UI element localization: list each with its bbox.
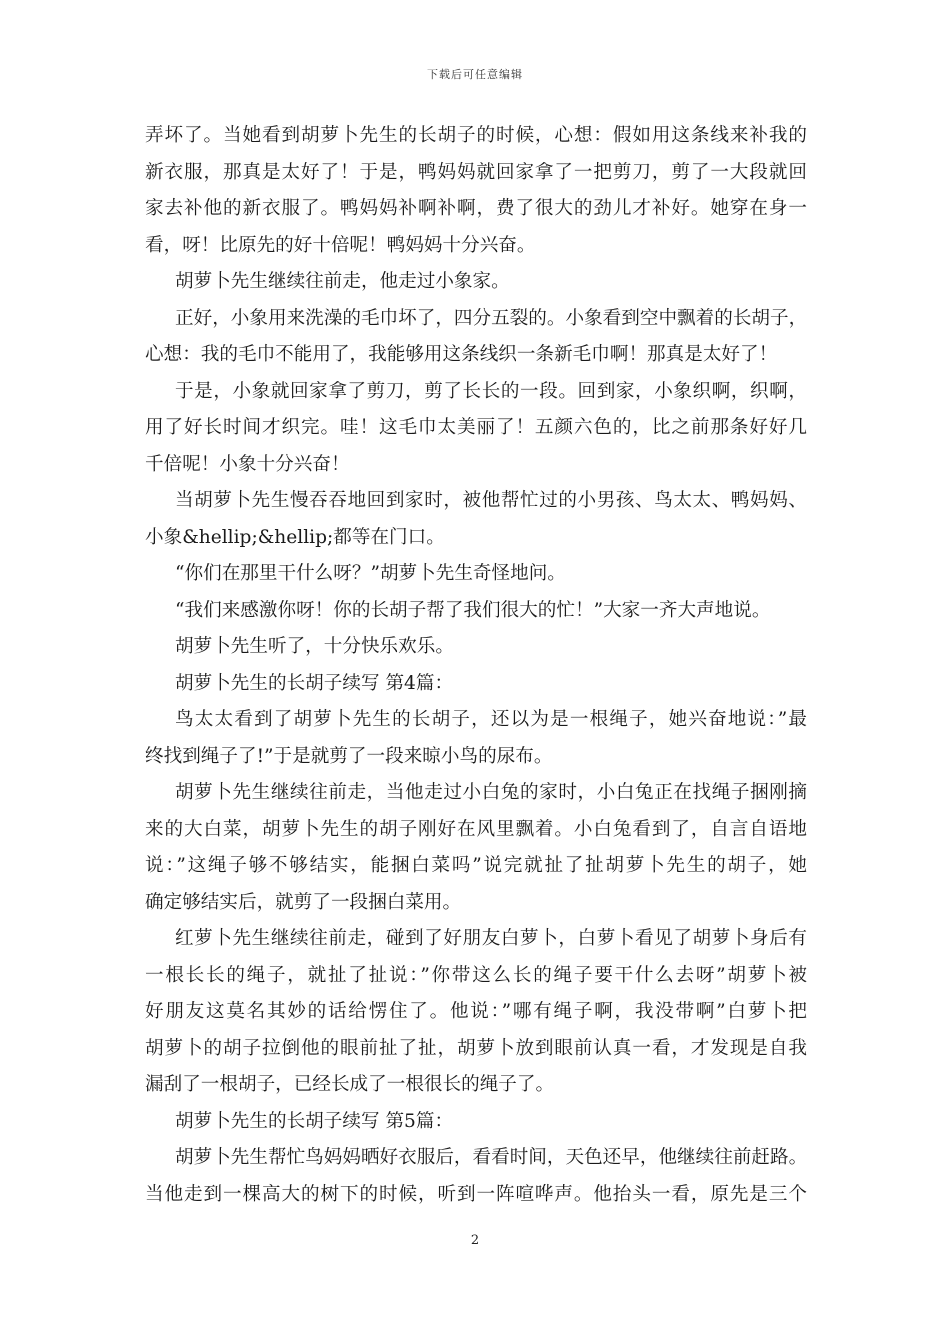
text-line: 来的大白菜，胡萝卜先生的胡子刚好在风里飘着。小白兔看到了，自言自语地 (145, 818, 807, 840)
text-line: 胡萝卜先生听了，十分快乐欢乐。 (175, 636, 454, 657)
text-line: 胡萝卜先生帮忙鸟妈妈晒好衣服后，看看时间，天色还早，他继续往前赶路。 (175, 1147, 808, 1168)
page-number: 2 (470, 1233, 480, 1248)
text-line: 胡萝卜先生继续往前走，他走过小象家。 (175, 271, 510, 292)
text-line: 小象&hellip;&hellip;都等在门口。 (145, 526, 445, 548)
text-line: 新衣服，那真是太好了！于是，鸭妈妈就回家拿了一把剪刀，剪了一大段就回 (145, 161, 807, 183)
text-line: 好朋友这莫名其妙的话给愣住了。他说：”哪有绳子啊，我没带啊”白萝卜把 (145, 1001, 807, 1022)
text-line: 用了好长时间才织完。哇！这毛巾太美丽了！五颜六色的，比之前那条好好几 (145, 417, 807, 438)
text-line: 千倍呢！小象十分兴奋！ (145, 453, 350, 475)
text-line: 胡萝卜的胡子拉倒他的眼前扯了扯，胡萝卜放到眼前认真一看，才发现是自我 (145, 1037, 807, 1059)
text-line: 胡萝卜先生的长胡子续写 第5篇： (175, 1110, 454, 1132)
text-line: 当胡萝卜先生慢吞吞地回到家时，被他帮忙过的小男孩、鸟太太、鸭妈妈、 (175, 490, 807, 511)
text-line: 说：”这绳子够不够结实，能捆白菜吗”说完就扯了扯胡萝卜先生的胡子，她 (145, 855, 807, 876)
text-line: 胡萝卜先生继续往前走，当他走过小白兔的家时，小白兔正在找绳子捆刚摘 (175, 782, 807, 803)
text-line: 一根长长的绳子，就扯了扯说：”你带这么长的绳子要干什么去呀”胡萝卜被 (145, 964, 807, 986)
text-line: “你们在那里干什么呀？”胡萝卜先生奇怪地问。 (175, 563, 566, 584)
text-line: 终找到绳子了!”于是就剪了一段来晾小鸟的尿布。 (145, 745, 553, 767)
text-line: 弄坏了。当她看到胡萝卜先生的长胡子的时候，心想：假如用这条线来补我的 (145, 125, 807, 146)
text-line: 胡萝卜先生的长胡子续写 第4篇： (175, 672, 454, 694)
text-line: 正好，小象用来洗澡的毛巾坏了，四分五裂的。小象看到空中飘着的长胡子， (175, 307, 808, 329)
page-header: 下载后可任意编辑 (427, 68, 523, 81)
text-line: 确定够结实后，就剪了一段捆白菜用。 (145, 891, 462, 913)
text-line: 红萝卜先生继续往前走，碰到了好朋友白萝卜，白萝卜看见了胡萝卜身后有 (175, 928, 807, 949)
text-line: 当他走到一棵高大的树下的时候，听到一阵喧哗声。他抬头一看，原先是三个 (145, 1183, 807, 1205)
text-line: 心想：我的毛巾不能用了，我能够用这条线织一条新毛巾啊！那真是太好了！ (145, 344, 778, 365)
text-line: “我们来感激你呀！你的长胡子帮了我们很大的忙！”大家一齐大声地说。 (175, 599, 771, 621)
text-line: 漏刮了一根胡子，已经长成了一根很长的绳子了。 (145, 1074, 555, 1095)
text-line: 看，呀！比原先的好十倍呢！鸭妈妈十分兴奋。 (145, 234, 536, 256)
text-line: 于是，小象就回家拿了剪刀，剪了长长的一段。回到家，小象织啊，织啊， (175, 380, 807, 402)
text-line: 家去补他的新衣服了。鸭妈妈补啊补啊，费了很大的劲儿才补好。她穿在身一 (145, 198, 807, 219)
document-body (145, 118, 807, 1213)
text-line: 鸟太太看到了胡萝卜先生的长胡子，还以为是一根绳子，她兴奋地说：”最 (175, 709, 807, 730)
